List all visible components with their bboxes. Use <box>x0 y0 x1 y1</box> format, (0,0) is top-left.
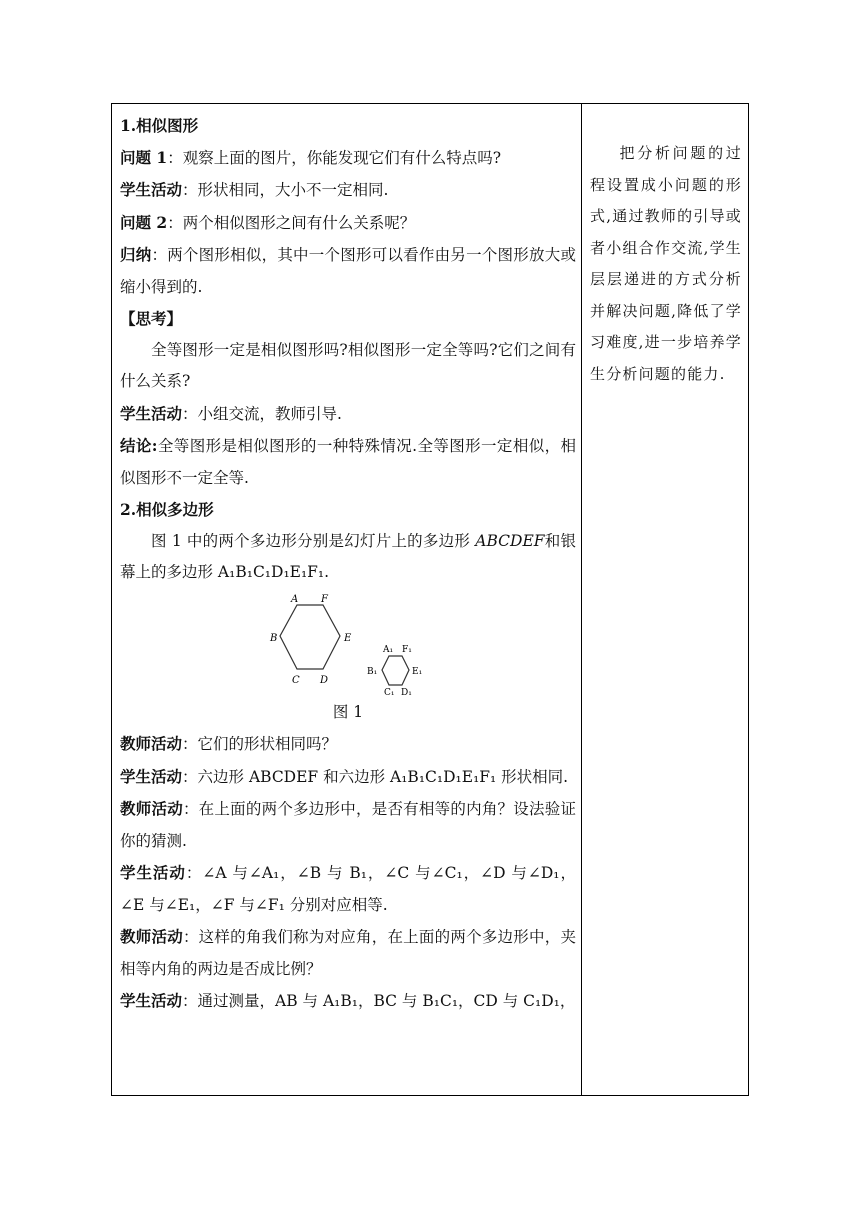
student-activity-4-text: ：∠A 与∠A₁，∠B 与 B₁，∠C 与∠C₁，∠D 与∠D₁，∠E 与∠E₁，∠F 与∠F₁ 分别对应相等. <box>120 864 576 914</box>
label-f: F <box>321 593 328 605</box>
label-b: B <box>270 632 278 644</box>
section2-title: 2.相似多边形 <box>120 500 214 519</box>
question-1-text: ：观察上面的图片，你能发现它们有什么特点吗? <box>167 148 501 167</box>
think-text: 全等图形一定是相似图形吗?相似图形一定全等吗?它们之间有什么关系? <box>120 340 576 390</box>
teacher-activity-2-text: ：在上面的两个多边形中，是否有相等的内角？设法验证你的猜测. <box>120 800 576 850</box>
student-activity-3-text: ：六边形 ABCDEF 和六边形 A₁B₁C₁D₁E₁F₁ 形状相同. <box>182 767 569 786</box>
label-b1: B₁ <box>367 666 378 677</box>
side-note-text: 把分析问题的过程设置成小问题的形式,通过教师的引导或者小组合作交流,学生层层递进的方式分析并解决问题,降低了学习难度,进一步培养学生分析问题的能力. <box>590 144 742 383</box>
label-c1: C₁ <box>384 687 395 695</box>
teacher-activity-1 <box>120 728 576 761</box>
label-a: A <box>291 593 299 605</box>
student-activity-2-label: 学生活动 <box>120 403 183 423</box>
student-activity-3-label: 学生活动 <box>120 766 183 786</box>
hexagon-a1b1c1d1e1f1 <box>382 656 409 685</box>
conclusion <box>120 430 576 494</box>
hexagon-diagram <box>260 591 440 695</box>
teacher-activity-2 <box>120 793 576 857</box>
teacher-activity-3-label: 教师活动 <box>120 927 183 946</box>
teacher-activity-3-text: ：这样的角我们称为对应角，在上面的两个多边形中，夹相等内角的两边是否成比例？ <box>120 928 576 978</box>
label-d1: D₁ <box>401 687 412 695</box>
student-activity-3 <box>120 761 576 794</box>
summary-label: 归纳 <box>120 245 152 264</box>
label-c: C <box>292 674 300 686</box>
main-column <box>120 110 576 1018</box>
side-note-column <box>590 138 742 390</box>
summary <box>120 239 576 303</box>
teacher-activity-3 <box>120 921 576 985</box>
section2-intro-b: 和银幕上的多边形 A₁B₁C₁D₁E₁F₁. <box>120 531 576 581</box>
student-activity-2-text: ：小组交流，教师引导. <box>182 404 342 423</box>
label-e: E <box>344 632 352 644</box>
section2-intro-poly: ABCDEF <box>475 531 545 550</box>
student-activity-1 <box>120 174 576 207</box>
student-activity-4 <box>120 857 576 921</box>
figure-caption: 图 1 <box>332 702 364 721</box>
hexagon-figure <box>120 589 576 697</box>
student-activity-1-label: 学生活动 <box>120 180 183 199</box>
lesson-table <box>111 103 749 1096</box>
conclusion-label: 结论: <box>120 436 158 455</box>
student-activity-5 <box>120 985 576 1018</box>
section1-title: 1.相似图形 <box>120 116 199 135</box>
teacher-activity-2-label: 教师活动 <box>120 799 183 818</box>
question-2 <box>120 207 576 240</box>
student-activity-4-label: 学生活动 <box>120 863 186 882</box>
hexagon-abcdef <box>280 605 340 669</box>
summary-text: ：两个图形相似，其中一个图形可以看作由另一个图形放大或缩小得到的. <box>120 246 576 296</box>
label-a1: A₁ <box>383 644 394 655</box>
question-2-text: ：两个相似图形之间有什么关系呢？ <box>167 213 416 232</box>
think-heading: 【思考】 <box>120 309 183 328</box>
question-1-label: 问题 1 <box>120 147 168 167</box>
student-activity-5-text: ：通过测量，AB 与 A₁B₁，BC 与 B₁C₁，CD 与 C₁D₁， <box>182 992 576 1010</box>
question-1 <box>120 142 576 175</box>
label-e1: E₁ <box>412 666 423 677</box>
section2-intro <box>120 526 576 589</box>
column-divider <box>581 104 582 1095</box>
conclusion-text: 全等图形是相似图形的一种特殊情况.全等图形一定相似，相似图形不一定全等. <box>120 437 576 487</box>
section2-intro-a: 图 1 中的两个多边形分别是幻灯片上的多边形 <box>151 531 476 550</box>
question-2-label: 问题 2 <box>120 212 168 232</box>
student-activity-1-text: ：形状相同，大小不一定相同. <box>182 181 389 199</box>
student-activity-2 <box>120 398 576 431</box>
label-f1: F₁ <box>402 644 412 655</box>
student-activity-5-label: 学生活动 <box>120 991 183 1010</box>
teacher-activity-1-text: ：它们的形状相同吗？ <box>182 735 338 753</box>
label-d: D <box>320 674 329 686</box>
teacher-activity-1-label: 教师活动 <box>120 734 183 753</box>
